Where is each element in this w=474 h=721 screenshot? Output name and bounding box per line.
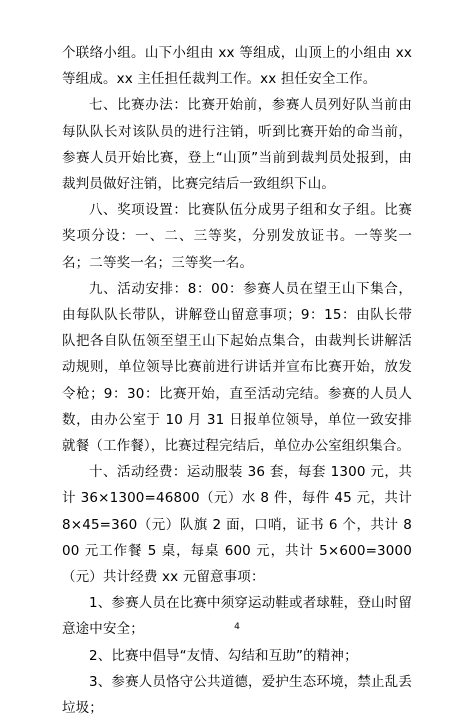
notice-item-3: 3、参赛人员恪守公共道德，爱护生态环境，禁止乱丢垃圾； bbox=[62, 673, 412, 717]
paragraph-schedule: 九、活动安排：8：00：参赛人员在望王山下集合，由每队队长带队，讲解登山留意事项；9：15：由队长带队把各自队伍领至望王山下起始点集合，由裁判长讲解活动规则，单位领导比赛前进行讲话并宣布比赛开始，放发令枪；9：30：比赛开始，直至活动完结。参赛的人员人数，由办公室于 10 月 31 日报单位领导，单位一致安排就餐（工作餐），比赛过程完结后，单位办公室组织集合。 bbox=[62, 280, 412, 455]
page-number: 4 bbox=[234, 622, 240, 632]
document-body bbox=[62, 40, 412, 721]
notice-item-1: 1、参赛人员在比赛中须穿运动鞋或者球鞋，登山时留意途中安全； bbox=[62, 595, 412, 638]
notice-item-2: 2、比赛中倡导“友情、勾结和互助”的精神； bbox=[89, 647, 358, 664]
paragraph-awards: 八、奖项设置：比赛队伍分成男子组和女子组。比赛奖项分设：一、二、三等奖，分别发放证书。一等奖一名；二等奖一名；三等奖一名。 bbox=[62, 202, 412, 271]
paragraph-continuation: 个联络小组。山下小组由 xx 等组成，山顶上的小组由 xx 等组成。xx 主任担任裁判工作。xx 担任安全工作。 bbox=[62, 45, 412, 88]
paragraph-competition-method: 七、比赛办法：比赛开始前，参赛人员列好队当前由每队队长对该队员的进行注销，听到比赛开始的命当前，参赛人员开始比赛，登上“山顶”当前到裁判员处报到，由裁判员做好注销，比赛完结后一致组织下山。 bbox=[62, 97, 412, 193]
paragraph-budget: 十、活动经费：运动服装 36 套，每套 1300 元，共计 36×1300=46800（元）水 8 件，每件 45 元，共计 8×45=360（元）队旗 2 面，口哨，证书 6 个，共计 800 元工作餐 5 桌，每桌 600 元，共计 5×600=3000（元）共计经费 xx 元留意事项： bbox=[62, 464, 412, 586]
